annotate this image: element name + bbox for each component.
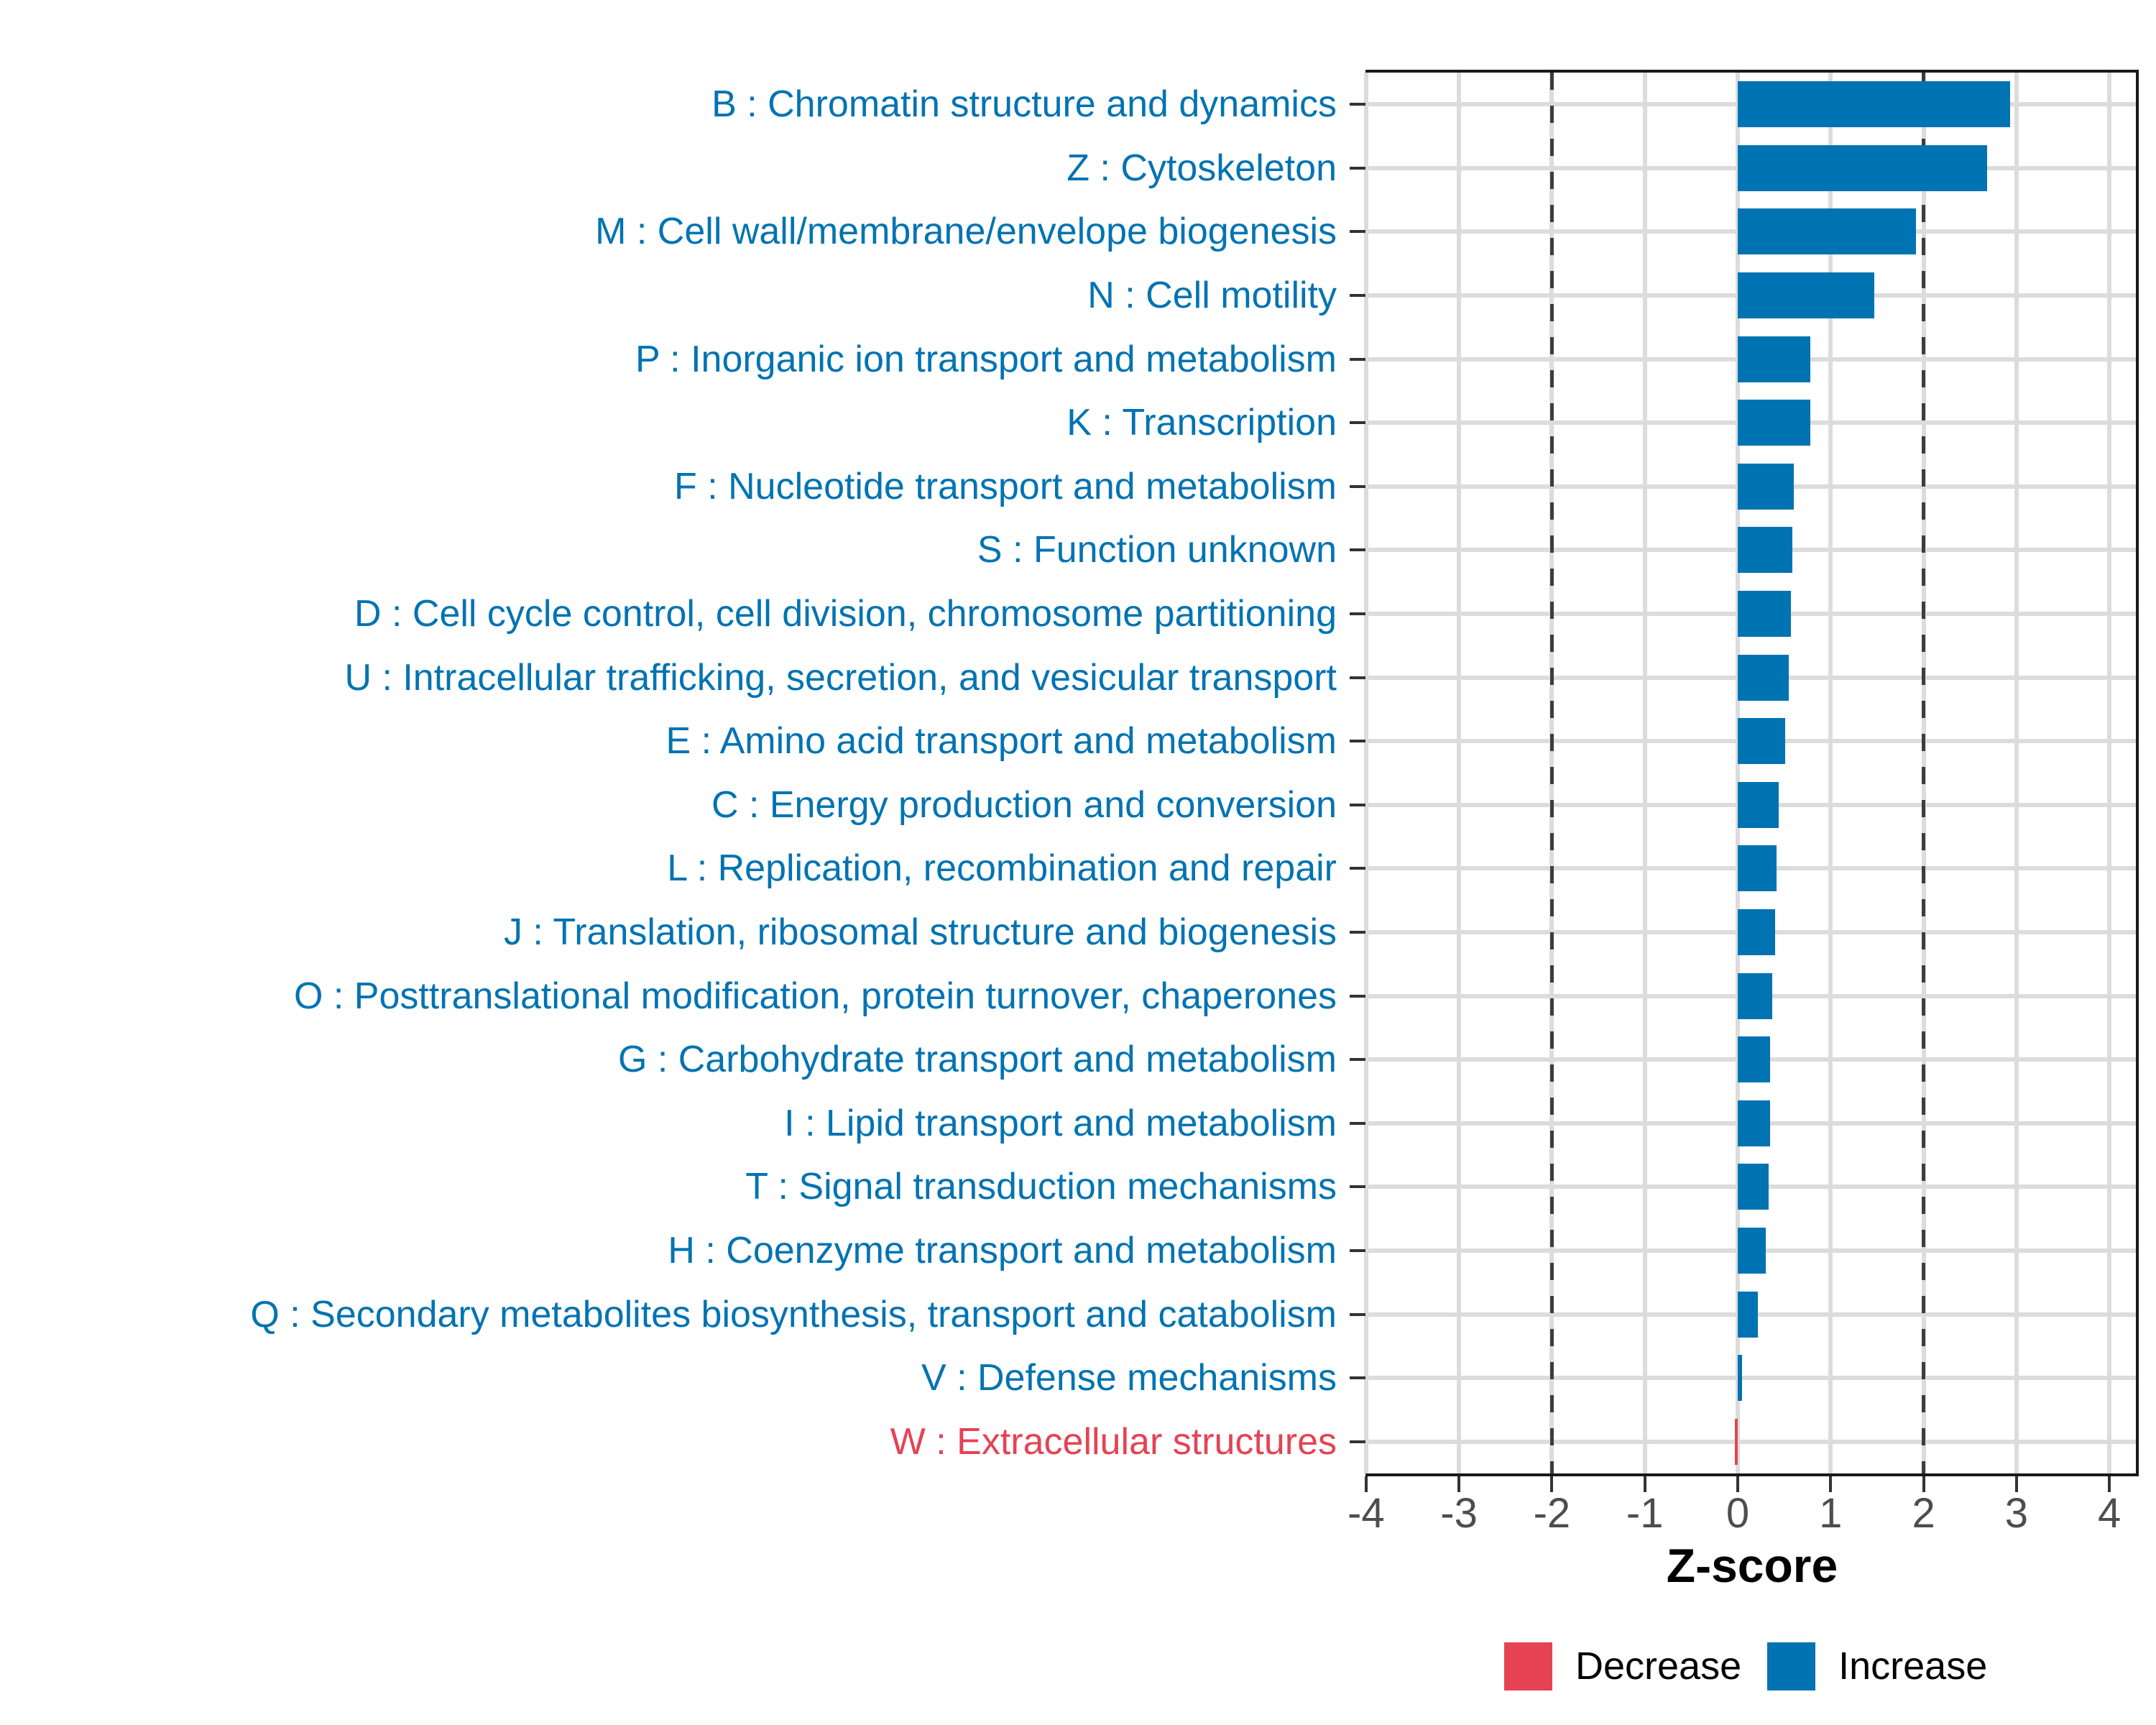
y-axis-tick <box>1350 421 1365 424</box>
y-axis-label: B : Chromatin structure and dynamics <box>711 83 1337 126</box>
bar <box>1738 208 1916 254</box>
y-axis-tick <box>1350 1249 1365 1252</box>
y-axis-label: O : Posttranslational modification, protein turnover, chaperones <box>293 975 1337 1017</box>
legend-label-increase: Increase <box>1838 1644 1988 1688</box>
y-axis-label: C : Energy production and conversion <box>711 783 1337 826</box>
y-axis-label: N : Cell motility <box>1087 275 1337 317</box>
y-axis-label: P : Inorganic ion transport and metabolism <box>635 338 1337 380</box>
bar <box>1738 1036 1770 1082</box>
y-axis-label: Q : Secondary metabolites biosynthesis, transport and catabolism <box>250 1293 1337 1335</box>
x-axis-tick-label: -2 <box>1533 1490 1571 1537</box>
legend <box>1504 1642 1987 1690</box>
y-axis-label: J : Translation, ribosomal structure and biogenesis <box>503 911 1337 953</box>
bar <box>1738 1164 1769 1210</box>
y-axis-tick <box>1350 548 1365 551</box>
y-axis-tick <box>1350 804 1365 806</box>
x-axis-tick-label: 1 <box>1819 1490 1843 1537</box>
bar <box>1738 464 1794 510</box>
legend-item-increase <box>1767 1642 1987 1690</box>
y-axis-label: D : Cell cycle control, cell division, chromosome partitioning <box>354 593 1337 635</box>
y-axis-label: W : Extracellular structures <box>890 1420 1337 1463</box>
y-gridline <box>1368 1440 2136 1444</box>
y-axis-tick <box>1350 230 1365 233</box>
y-axis-label: Z : Cytoskeleton <box>1067 147 1337 189</box>
y-axis-label: F : Nucleotide transport and metabolism <box>674 465 1337 507</box>
y-axis-label: I : Lipid transport and metabolism <box>784 1102 1337 1144</box>
y-axis-tick <box>1350 103 1365 106</box>
y-axis-label: L : Replication, recombination and repair <box>667 847 1337 890</box>
legend-item-decrease <box>1504 1642 1741 1690</box>
x-axis-tick-label: -1 <box>1626 1490 1664 1537</box>
bar <box>1738 1355 1742 1401</box>
x-axis-tick-label: -4 <box>1348 1490 1385 1537</box>
y-axis-label: V : Defense mechanisms <box>921 1357 1337 1399</box>
bar <box>1738 145 1987 191</box>
reference-line <box>1922 73 1925 1473</box>
legend-key-increase-swatch <box>1767 1642 1815 1690</box>
y-axis-label: M : Cell wall/membrane/envelope biogenesis <box>595 211 1337 253</box>
y-axis-tick <box>1350 1058 1365 1061</box>
y-axis-label: U : Intracellular trafficking, secretion, and vesicular transport <box>344 656 1337 699</box>
bar <box>1738 782 1779 828</box>
y-axis-tick <box>1350 867 1365 870</box>
x-gridline <box>1457 73 1461 1473</box>
bar <box>1738 655 1789 701</box>
y-axis-label: G : Carbohydrate transport and metabolism <box>617 1039 1337 1081</box>
y-axis-tick <box>1350 676 1365 679</box>
x-axis-tick-label: 3 <box>2004 1490 2029 1537</box>
bar <box>1738 1292 1758 1338</box>
bar <box>1738 81 2010 127</box>
y-axis-tick <box>1350 931 1365 934</box>
plot-panel <box>1365 70 2139 1476</box>
legend-label-decrease: Decrease <box>1575 1644 1742 1688</box>
y-axis-label: T : Signal transduction mechanisms <box>745 1166 1337 1208</box>
y-axis-tick <box>1350 1376 1365 1379</box>
y-axis-tick <box>1350 612 1365 615</box>
bar <box>1738 336 1810 382</box>
legend-key-decrease-swatch <box>1504 1642 1552 1690</box>
bar <box>1738 845 1777 891</box>
y-axis-tick <box>1350 1185 1365 1188</box>
bar <box>1738 591 1791 637</box>
bar <box>1738 1100 1770 1146</box>
y-gridline <box>1368 1376 2136 1380</box>
x-axis-tick-label: 4 <box>2098 1490 2122 1537</box>
y-axis-label: H : Coenzyme transport and metabolism <box>668 1229 1337 1271</box>
bar <box>1738 527 1792 573</box>
y-axis-tick <box>1350 1440 1365 1443</box>
bar <box>1738 1228 1766 1274</box>
y-axis-tick <box>1350 294 1365 297</box>
bar <box>1738 909 1775 955</box>
y-axis-tick <box>1350 1313 1365 1316</box>
y-axis-label: K : Transcription <box>1067 402 1337 444</box>
bar <box>1738 973 1772 1019</box>
bar <box>1738 718 1785 764</box>
x-gridline <box>2014 73 2019 1473</box>
bar <box>1735 1419 1738 1465</box>
x-axis-tick-label: 2 <box>1912 1490 1935 1537</box>
x-gridline <box>2107 73 2111 1473</box>
y-axis-label: E : Amino acid transport and metabolism <box>665 720 1337 763</box>
x-axis-tick-label: 0 <box>1726 1490 1750 1537</box>
y-axis-label: S : Function unknown <box>977 529 1337 571</box>
y-axis-tick <box>1350 358 1365 361</box>
y-axis-tick <box>1350 167 1365 170</box>
bar <box>1738 272 1874 318</box>
bar <box>1738 400 1810 446</box>
x-gridline <box>1364 73 1368 1473</box>
reference-line <box>1550 73 1554 1473</box>
x-gridline <box>1643 73 1647 1473</box>
y-axis-tick <box>1350 995 1365 998</box>
y-axis-tick <box>1350 740 1365 742</box>
y-axis-tick <box>1350 485 1365 488</box>
x-axis-title: Z-score <box>1666 1539 1838 1592</box>
y-axis-tick <box>1350 1122 1365 1125</box>
x-axis-tick-label: -3 <box>1440 1490 1478 1537</box>
